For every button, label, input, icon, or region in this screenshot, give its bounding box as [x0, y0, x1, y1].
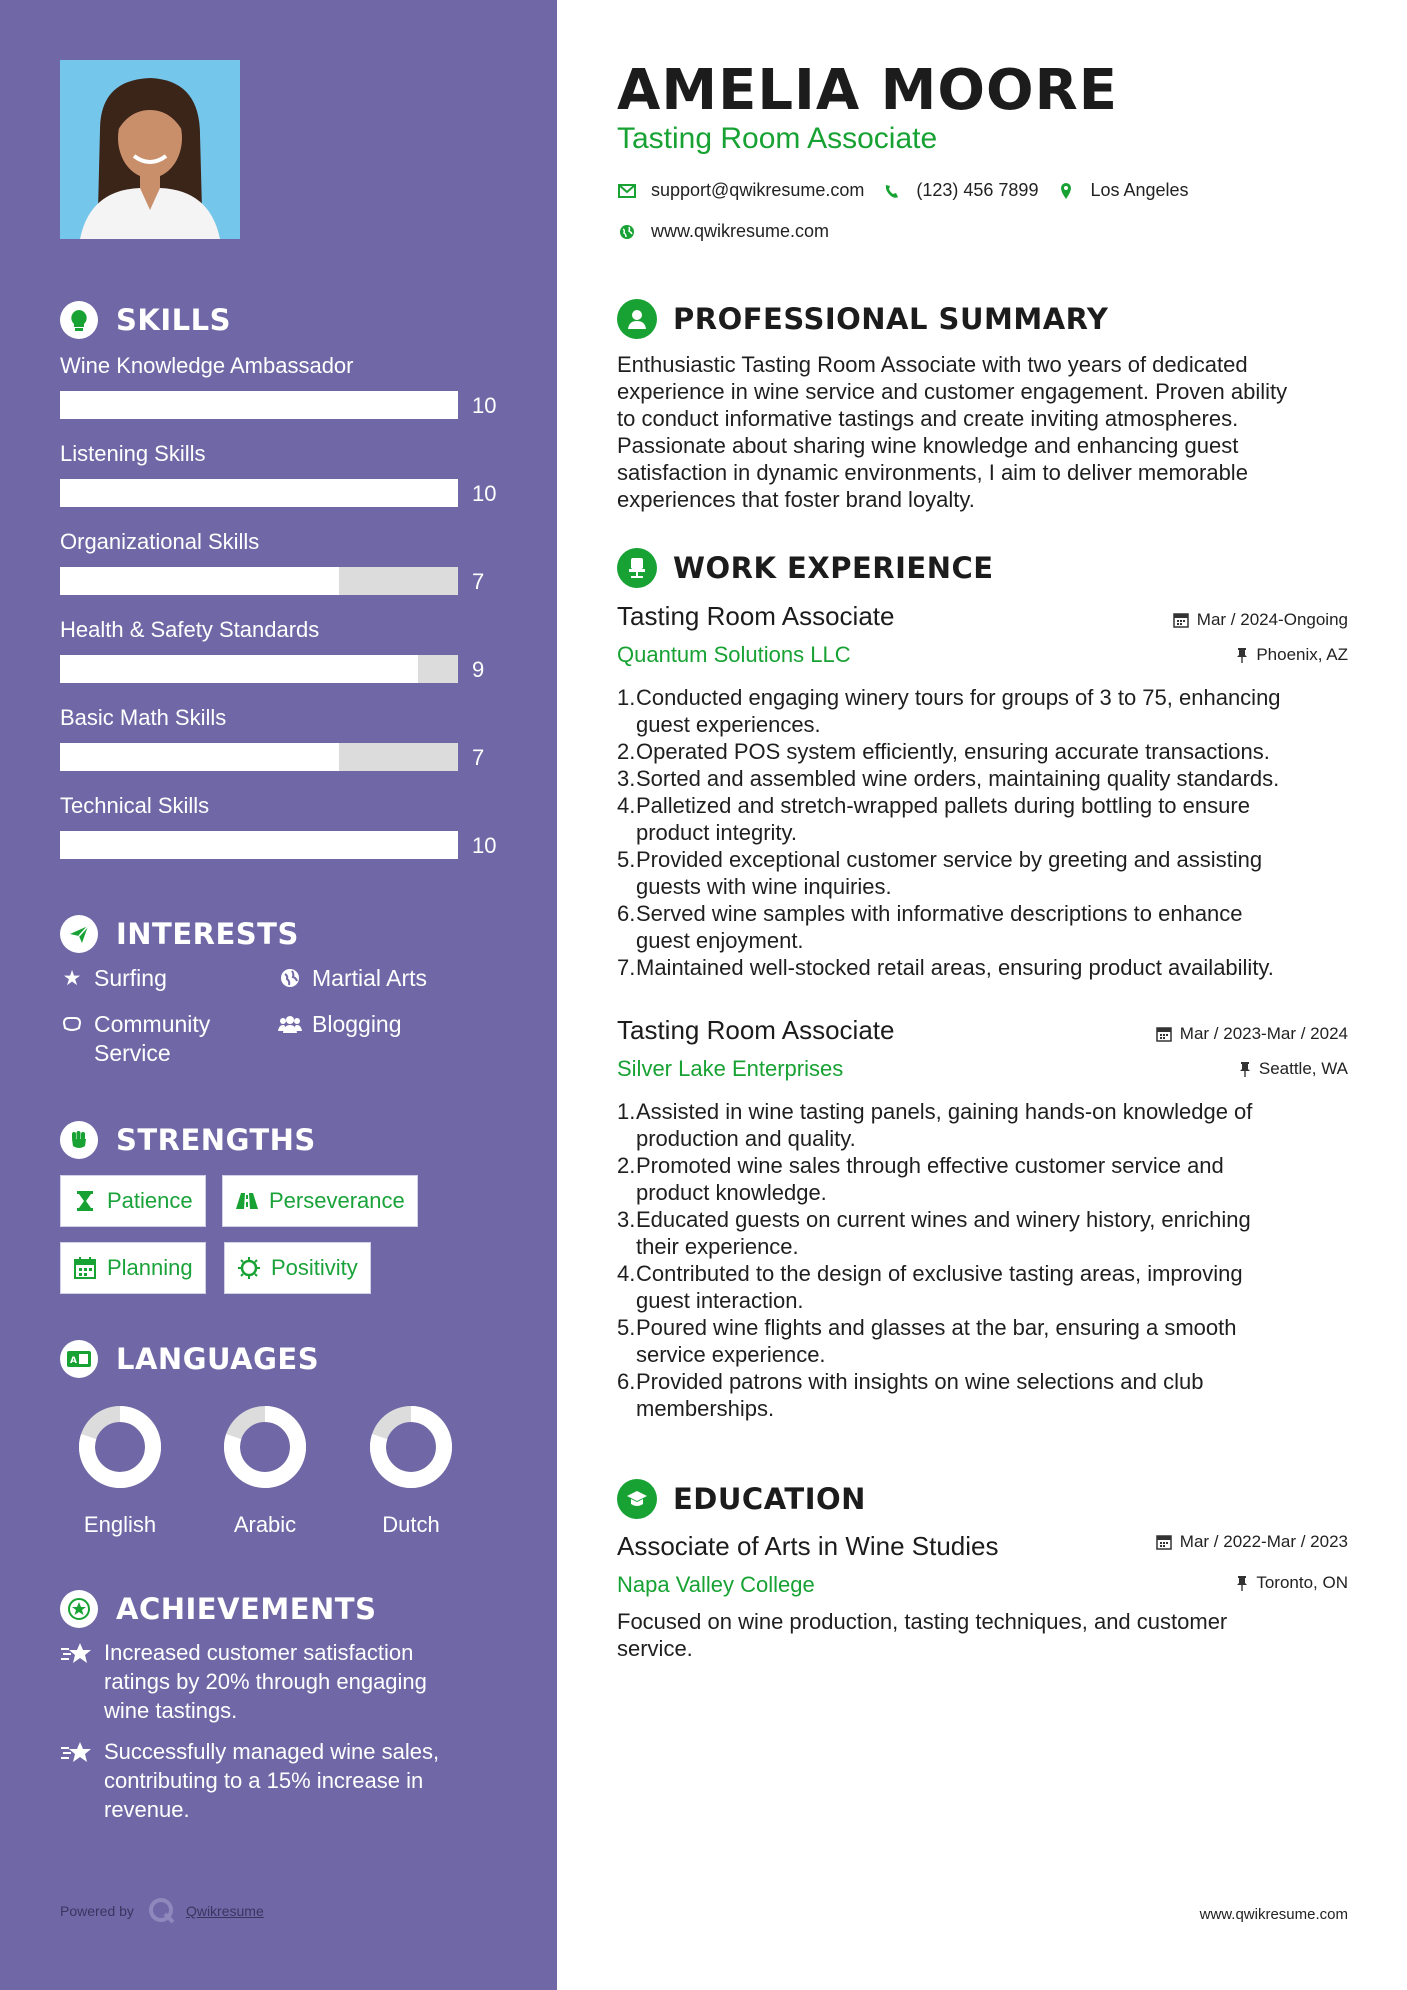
job-date-text: Mar / 2023-Mar / 2024 — [1179, 1024, 1348, 1043]
duty-number — [617, 1287, 636, 1314]
achievement-line: contributing to a 15% increase in — [104, 1768, 424, 1793]
interest-item — [60, 964, 167, 993]
duty-number — [617, 819, 636, 846]
duty-text: Contributed to the design of exclusive tasting areas, improving — [636, 1261, 1243, 1286]
duty-line — [617, 1260, 1357, 1287]
job-date — [1173, 610, 1348, 630]
lightbulb-icon — [60, 301, 98, 339]
job-title: Tasting Room Associate — [617, 1015, 895, 1045]
education-line: Focused on wine production, tasting techniques, and customer — [617, 1609, 1228, 1634]
achievement-line: wine tastings. — [104, 1698, 238, 1723]
skill-bar-fill — [60, 567, 339, 595]
language-level-ring — [75, 1402, 165, 1492]
globe-icon — [278, 964, 302, 996]
interest-item — [278, 964, 427, 996]
calendar-icon — [73, 1257, 97, 1279]
job-duties — [617, 684, 1357, 981]
duty-line — [617, 1179, 1357, 1206]
duty-text: Promoted wine sales through effective customer service and — [636, 1153, 1224, 1178]
skill-value: 7 — [472, 569, 485, 594]
summary-line: to conduct informative tastings and create inviting atmospheres. — [617, 406, 1239, 431]
duty-line — [617, 1287, 1357, 1314]
achievement-text — [104, 1737, 439, 1824]
job-location — [1239, 1059, 1348, 1079]
award-star-icon — [60, 1590, 98, 1628]
duty-text: Assisted in wine tasting panels, gaining hands-on knowledge of — [636, 1099, 1253, 1124]
chair-icon — [617, 548, 657, 588]
duty-number — [617, 1233, 636, 1260]
achievements-heading — [60, 1589, 376, 1629]
duty-line — [617, 1206, 1357, 1233]
qwikresume-link[interactable]: Qwikresume — [185, 1903, 264, 1919]
interest-label — [94, 1010, 210, 1068]
duty-text: Operated POS system efficiently, ensuring accurate transactions. — [636, 739, 1270, 764]
duty-number: 5. — [617, 847, 636, 872]
skill-bar-fill — [60, 743, 339, 771]
duty-line — [617, 873, 1357, 900]
language-item — [60, 1402, 180, 1538]
education-date-text: Mar / 2022-Mar / 2023 — [1179, 1532, 1348, 1551]
skill-item — [60, 705, 510, 793]
summary-line: experience in wine service and customer engagement. Proven ability — [617, 379, 1288, 404]
achievement-line: revenue. — [104, 1797, 190, 1822]
skill-bar — [60, 391, 458, 419]
skill-bar — [60, 743, 458, 771]
skill-name: Organizational Skills — [60, 529, 260, 554]
achievement-line: Increased customer satisfaction — [104, 1640, 414, 1665]
strength-badge — [60, 1242, 206, 1294]
duty-line — [617, 1341, 1357, 1368]
duty-text: Provided exceptional customer service by greeting and assisting — [636, 847, 1263, 872]
degree-title: Associate of Arts in Wine Studies — [617, 1531, 999, 1561]
job-location — [1236, 645, 1348, 665]
map-pin-icon — [1056, 182, 1076, 200]
interest-label: Surfing — [94, 965, 167, 991]
duty-number: 6. — [617, 1369, 636, 1394]
strength-label: Positivity — [271, 1255, 358, 1280]
skill-bar-fill — [60, 655, 418, 683]
skill-name: Health & Safety Standards — [60, 617, 320, 642]
duty-line — [617, 711, 1357, 738]
fist-icon — [60, 1121, 98, 1159]
strength-label: Planning — [107, 1255, 193, 1280]
language-level-ring — [220, 1402, 310, 1492]
duty-line — [617, 1368, 1357, 1395]
svg-text:A: A — [70, 1356, 77, 1366]
languages-heading — [60, 1339, 319, 1379]
calendar-icon — [1173, 612, 1189, 628]
duty-line — [617, 765, 1357, 792]
envelope-icon — [617, 184, 637, 198]
duty-line — [617, 792, 1357, 819]
pin-icon — [1236, 647, 1248, 663]
duty-number — [617, 711, 636, 738]
footer-website[interactable]: www.qwikresume.com — [1199, 1906, 1348, 1923]
duty-text: Maintained well-stocked retail areas, ensuring product availability. — [636, 955, 1274, 980]
skill-item — [60, 529, 510, 617]
section-title: SKILLS — [116, 303, 231, 337]
duty-number: 3. — [617, 766, 636, 791]
interest-label: Blogging — [312, 1011, 402, 1037]
education-line: service. — [617, 1636, 693, 1661]
qwikresume-logo-icon — [148, 1897, 176, 1925]
job-location-text: Phoenix, AZ — [1256, 645, 1348, 664]
skill-bar-fill — [60, 391, 458, 419]
job-company: Quantum Solutions LLC — [617, 642, 851, 667]
duty-line — [617, 1314, 1357, 1341]
skill-value: 10 — [472, 393, 497, 418]
duty-line — [617, 1233, 1357, 1260]
hourglass-icon — [73, 1190, 97, 1212]
paper-plane-icon — [60, 915, 98, 953]
main-content — [557, 0, 1407, 1990]
duty-text: Conducted engaging winery tours for groups of 3 to 75, enhancing — [636, 685, 1281, 710]
duty-number: 1. — [617, 1099, 636, 1124]
road-icon — [235, 1192, 259, 1210]
skill-item — [60, 353, 510, 441]
duty-line — [617, 846, 1357, 873]
summary-text — [617, 351, 1357, 513]
duty-line — [617, 900, 1357, 927]
duty-text: Palletized and stretch-wrapped pallets during bottling to ensure — [636, 793, 1250, 818]
powered-by-label: Powered by — [60, 1903, 134, 1919]
shooting-star-icon — [60, 1737, 94, 1824]
duty-line — [617, 1395, 1357, 1422]
user-icon — [617, 299, 657, 339]
duty-line — [617, 954, 1357, 981]
job-title: Tasting Room Associate — [617, 601, 895, 631]
duty-text: Sorted and assembled wine orders, maintaining quality standards. — [636, 766, 1280, 791]
language-item — [205, 1402, 325, 1538]
duty-text: service experience. — [636, 1342, 826, 1367]
strength-badge — [222, 1175, 418, 1227]
duty-number: 4. — [617, 793, 636, 818]
education-location — [1236, 1573, 1348, 1593]
skill-bar-fill — [60, 479, 458, 507]
achievement-line: ratings by 20% through engaging — [104, 1669, 427, 1694]
duty-number: 7. — [617, 955, 636, 980]
language-name: Arabic — [233, 1512, 297, 1537]
duty-text: memberships. — [636, 1396, 775, 1421]
skill-item — [60, 441, 510, 529]
section-title: WORK EXPERIENCE — [673, 551, 994, 585]
interest-label-line: Service — [94, 1040, 171, 1066]
pin-icon — [1236, 1575, 1248, 1591]
duty-number: 1. — [617, 685, 636, 710]
duty-number: 5. — [617, 1315, 636, 1340]
education-location-text: Toronto, ON — [1256, 1573, 1348, 1592]
duty-text: product integrity. — [636, 820, 798, 845]
job-location-text: Seattle, WA — [1258, 1059, 1348, 1078]
calendar-icon — [1156, 1026, 1172, 1042]
language-item — [351, 1402, 471, 1538]
achievement-item — [60, 1638, 500, 1725]
duty-text: guests with wine inquiries. — [636, 874, 892, 899]
users-icon — [278, 1010, 302, 1042]
calendar-icon — [1156, 1534, 1172, 1550]
skill-bar — [60, 655, 458, 683]
duty-number: 3. — [617, 1207, 636, 1232]
achievement-item — [60, 1737, 500, 1824]
duty-line — [617, 927, 1357, 954]
skill-name: Basic Math Skills — [60, 705, 227, 730]
skill-item — [60, 617, 510, 705]
duty-line — [617, 1098, 1357, 1125]
language-name: English — [83, 1512, 157, 1537]
sidebar — [0, 0, 557, 1990]
duty-number: 2. — [617, 739, 636, 764]
duty-text: Educated guests on current wines and winery history, enriching — [636, 1207, 1251, 1232]
duty-text: their experience. — [636, 1234, 799, 1259]
summary-heading — [617, 299, 1108, 339]
job-company: Silver Lake Enterprises — [617, 1056, 844, 1081]
contact-location: Los Angeles — [1090, 180, 1189, 200]
contact-row — [617, 221, 847, 242]
skill-value: 7 — [472, 745, 485, 770]
summary-line: experiences that foster brand loyalty. — [617, 487, 975, 512]
duty-text: Provided patrons with insights on wine selections and club — [636, 1369, 1204, 1394]
skill-name: Technical Skills — [60, 793, 210, 818]
section-title: LANGUAGES — [116, 1342, 320, 1376]
duty-number — [617, 1395, 636, 1422]
strength-badge — [224, 1242, 371, 1294]
duty-text: production and quality. — [636, 1126, 856, 1151]
education-date — [1156, 1532, 1348, 1552]
duty-number — [617, 1179, 636, 1206]
section-title: STRENGTHS — [116, 1123, 316, 1157]
graduation-icon — [617, 1479, 657, 1519]
interest-item — [278, 1010, 402, 1042]
section-title: EDUCATION — [673, 1482, 866, 1516]
skill-bar — [60, 479, 458, 507]
skills-heading — [60, 300, 231, 340]
education-heading — [617, 1479, 866, 1519]
interest-item — [60, 1010, 210, 1068]
contact-row — [617, 180, 1207, 201]
duty-line — [617, 1152, 1357, 1179]
duty-line — [617, 738, 1357, 765]
candidate-name: AMELIA MOORE — [617, 58, 1118, 123]
duty-number — [617, 873, 636, 900]
duty-number: 4. — [617, 1261, 636, 1286]
star-icon: ★ — [62, 967, 82, 990]
candidate-role: Tasting Room Associate — [617, 122, 938, 155]
globe-icon — [617, 224, 637, 240]
duty-number: 2. — [617, 1153, 636, 1178]
strength-label: Patience — [107, 1188, 193, 1213]
job-duties — [617, 1098, 1357, 1422]
duty-line — [617, 1125, 1357, 1152]
achievement-text — [104, 1638, 427, 1725]
duty-number — [617, 1125, 636, 1152]
duty-line — [617, 684, 1357, 711]
duty-text: product knowledge. — [636, 1180, 827, 1205]
skill-bar — [60, 567, 458, 595]
duty-text: Poured wine flights and glasses at the bar, ensuring a smooth — [636, 1315, 1237, 1340]
duty-text: guest enjoyment. — [636, 928, 804, 953]
contact-website[interactable]: www.qwikresume.com — [651, 221, 830, 241]
section-title: ACHIEVEMENTS — [116, 1592, 377, 1626]
language-level-ring — [366, 1402, 456, 1492]
summary-line: Passionate about sharing wine knowledge and enhancing guest — [617, 433, 1239, 458]
skill-name: Listening Skills — [60, 441, 206, 466]
strength-label: Perseverance — [269, 1188, 405, 1213]
strengths-heading — [60, 1120, 316, 1160]
duty-text: guest experiences. — [636, 712, 821, 737]
powered-by — [60, 1897, 264, 1925]
skill-bar-fill — [60, 831, 458, 859]
profile-photo — [60, 60, 240, 239]
community-icon — [60, 1010, 84, 1041]
language-icon — [60, 1340, 98, 1378]
summary-line: Enthusiastic Tasting Room Associate with two years of dedicated — [617, 352, 1248, 377]
interest-label: Martial Arts — [312, 965, 428, 991]
contact-phone[interactable]: (123) 456 7899 — [916, 180, 1039, 200]
duty-line — [617, 819, 1357, 846]
strength-badge — [60, 1175, 206, 1227]
achievement-line: Successfully managed wine sales, — [104, 1739, 440, 1764]
job-date-text: Mar / 2024-Ongoing — [1196, 610, 1348, 629]
contact-email[interactable]: support@qwikresume.com — [651, 180, 865, 200]
skill-item — [60, 793, 510, 881]
section-title: PROFESSIONAL SUMMARY — [673, 302, 1109, 336]
skill-bar — [60, 831, 458, 859]
duty-number — [617, 927, 636, 954]
skill-value: 9 — [472, 657, 485, 682]
interest-label-line: Community — [94, 1011, 211, 1037]
interests-heading — [60, 914, 299, 954]
shooting-star-icon — [60, 1638, 94, 1725]
duty-text: guest interaction. — [636, 1288, 804, 1313]
education-description — [617, 1608, 1357, 1662]
sun-icon — [237, 1257, 261, 1279]
duty-number — [617, 1341, 636, 1368]
skill-name: Wine Knowledge Ambassador — [60, 353, 354, 378]
skill-value: 10 — [472, 481, 497, 506]
language-name: Dutch — [382, 1512, 440, 1537]
skill-value: 10 — [472, 833, 497, 858]
school-name: Napa Valley College — [617, 1572, 815, 1597]
job-date — [1156, 1024, 1348, 1044]
duty-number: 6. — [617, 901, 636, 926]
summary-line: satisfaction in dynamic environments, I aim to deliver memorable — [617, 460, 1248, 485]
phone-icon — [882, 183, 902, 199]
duty-text: Served wine samples with informative descriptions to enhance — [636, 901, 1243, 926]
section-title: INTERESTS — [116, 917, 299, 951]
pin-icon — [1239, 1061, 1251, 1077]
work-heading — [617, 548, 994, 588]
